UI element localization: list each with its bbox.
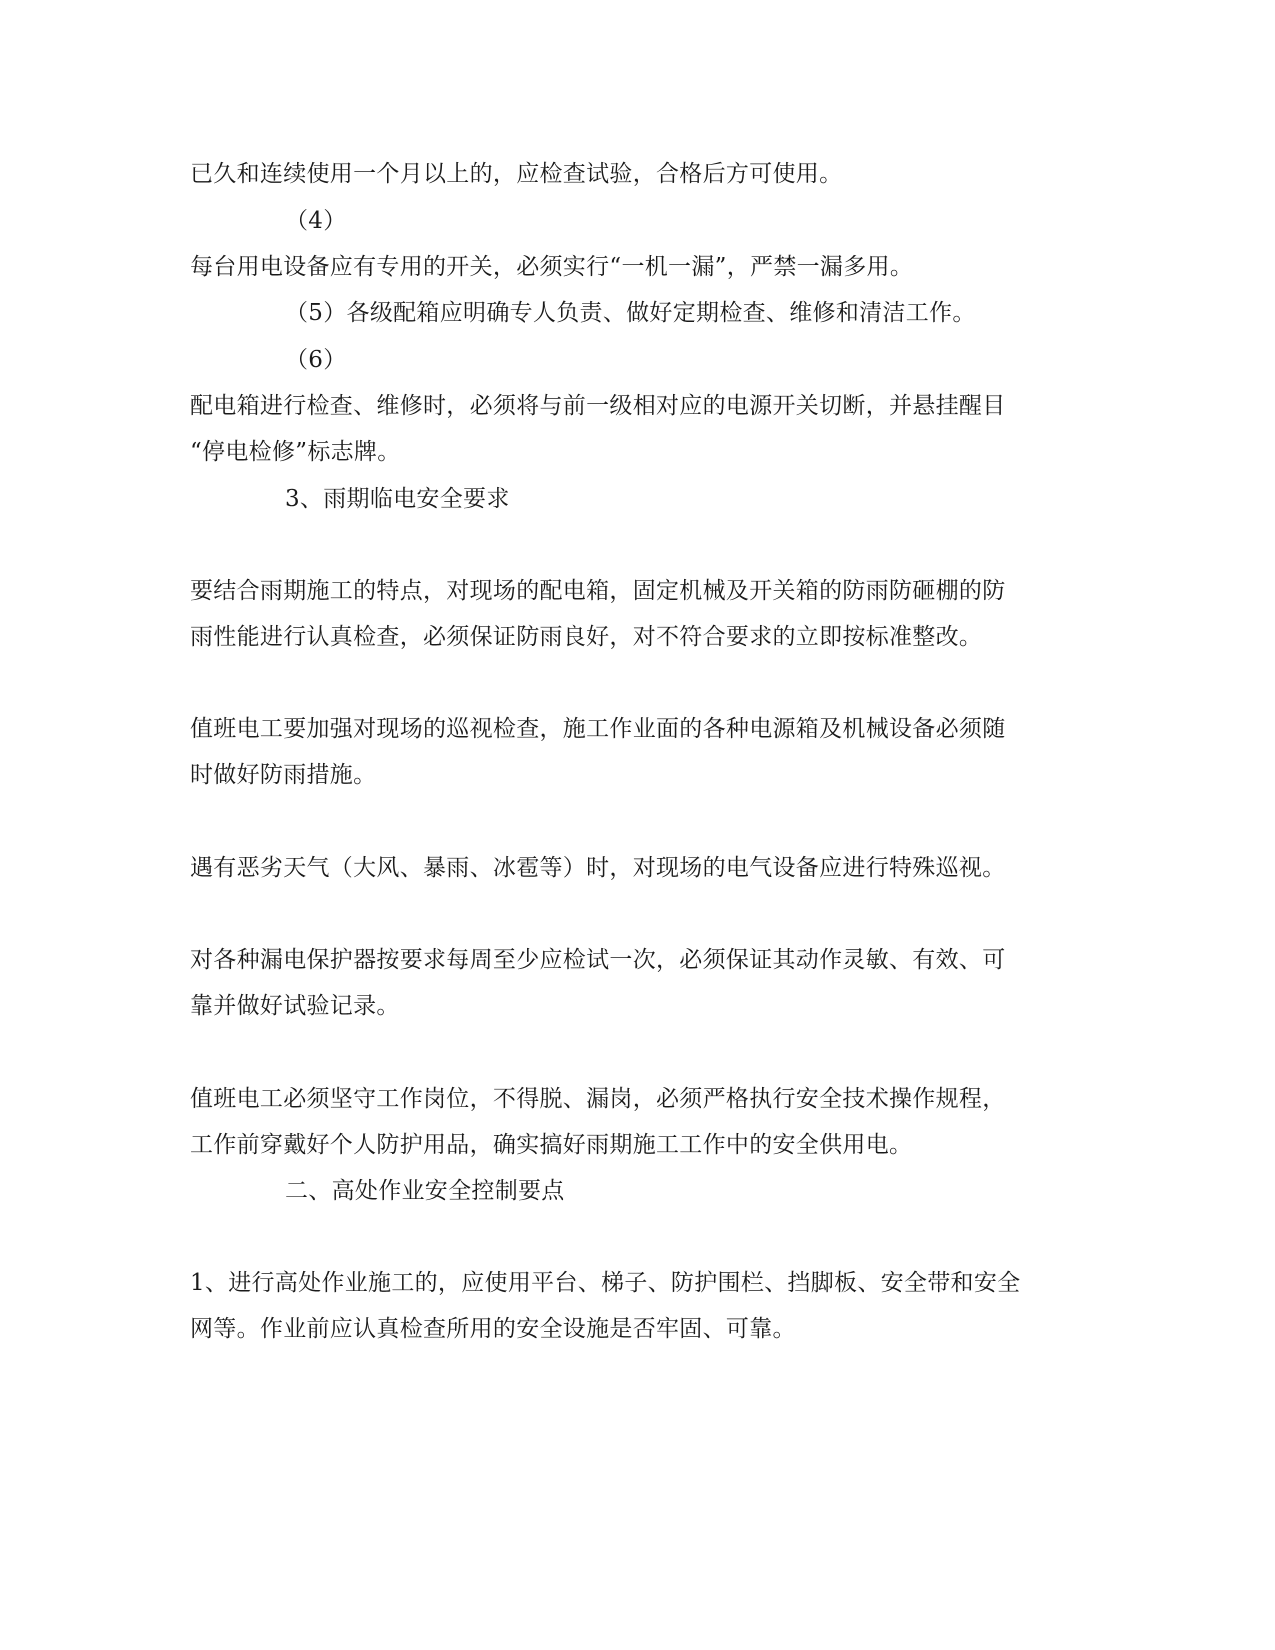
text-line: 每台用电设备应有专用的开关，必须实行“一机一漏”，严禁一漏多用。 [190, 254, 914, 280]
section-heading: 二、高处作业安全控制要点 [285, 1178, 565, 1204]
text-line: 雨性能进行认真检查，必须保证防雨良好，对不符合要求的立即按标准整改。 [190, 624, 983, 650]
text-line: 1、进行高处作业施工的，应使用平台、梯子、防护围栏、挡脚板、安全带和安全 [190, 1270, 1021, 1296]
text-line: 已久和连续使用一个月以上的，应检查试验，合格后方可使用。 [190, 161, 843, 187]
text-line: “停电检修”标志牌。 [190, 439, 401, 465]
text-line: 时做好防雨措施。 [190, 762, 377, 788]
text-line: 工作前穿戴好个人防护用品，确实搞好雨期施工工作中的安全供用电。 [190, 1132, 913, 1158]
text-line: 对各种漏电保护器按要求每周至少应检试一次，必须保证其动作灵敏、有效、可 [190, 947, 1006, 973]
text-line: 值班电工必须坚守工作岗位，不得脱、漏岗，必须严格执行安全技术操作规程， [190, 1086, 1006, 1112]
text-line: 要结合雨期施工的特点，对现场的配电箱，固定机械及开关箱的防雨防砸棚的防 [190, 578, 1006, 604]
text-line: 遇有恶劣天气（大风、暴雨、冰雹等）时，对现场的电气设备应进行特殊巡视。 [190, 855, 1006, 881]
text-line: 靠并做好试验记录。 [190, 993, 400, 1019]
text-line: （5）各级配箱应明确专人负责、做好定期检查、维修和清洁工作。 [285, 300, 976, 326]
text-line: 配电箱进行检查、维修时，必须将与前一级相对应的电源开关切断，并悬挂醒目 [190, 393, 1006, 419]
text-line: 值班电工要加强对现场的巡视检查，施工作业面的各种电源箱及机械设备必须随 [190, 716, 1006, 742]
section-heading: 3、雨期临电安全要求 [285, 486, 510, 512]
text-line: 网等。作业前应认真检查所用的安全设施是否牢固、可靠。 [190, 1316, 796, 1342]
list-marker: （4） [285, 208, 347, 234]
list-marker: （6） [285, 347, 347, 373]
